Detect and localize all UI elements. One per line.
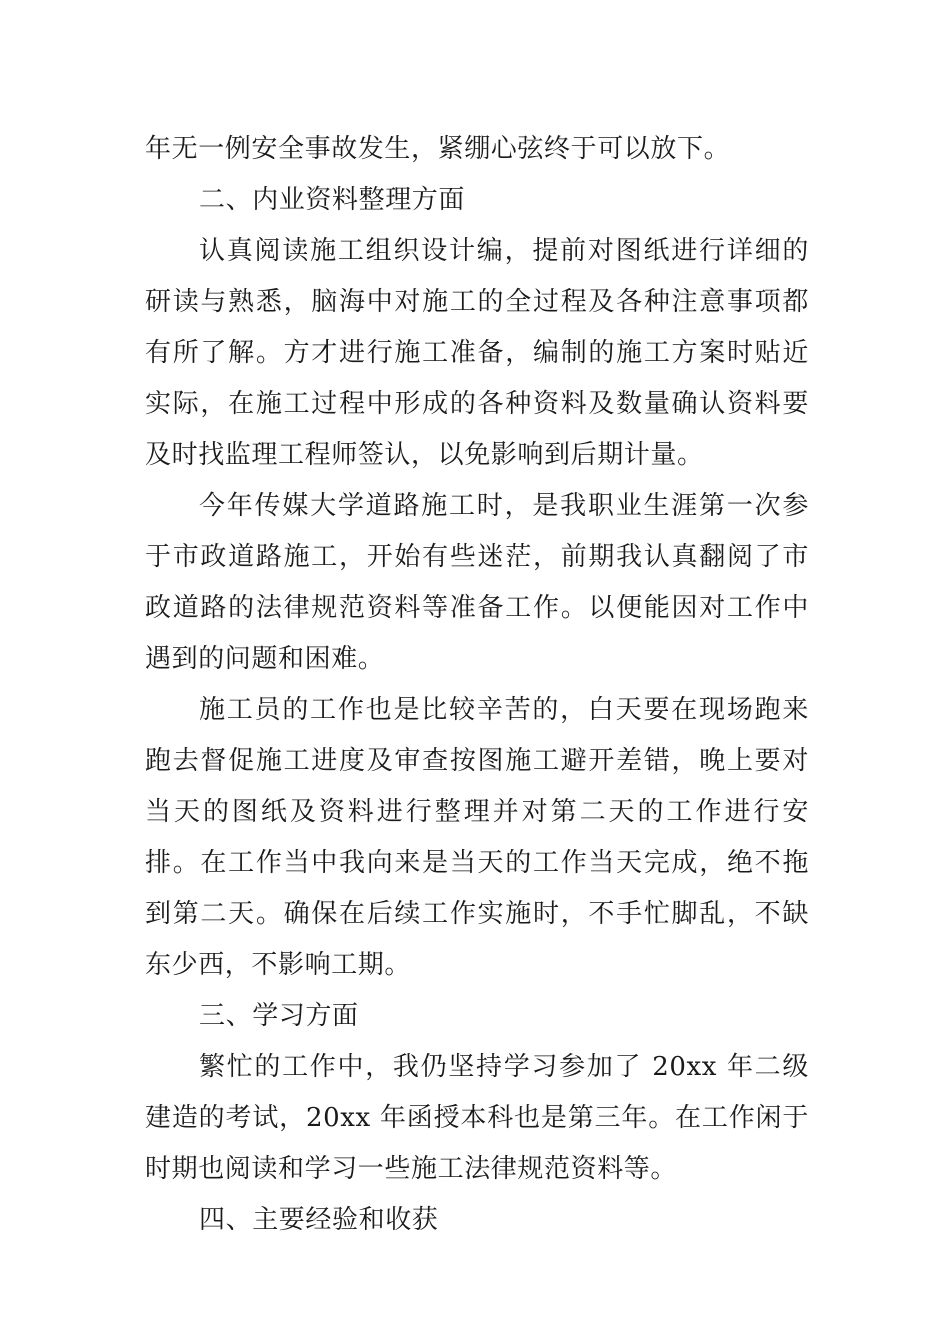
section-heading-internal-data: 二、内业资料整理方面 (199, 185, 466, 215)
document-body (145, 124, 809, 1246)
paragraph-road-construction: 今年传媒大学道路施工时，是我职业生涯第一次参于市政道路施工，开始有些迷茫，前期我认真翻阅了市政道路的法律规范资料等准备工作。以便能因对工作中遇到的问题和困难。 (145, 491, 809, 674)
paragraph-study: 繁忙的工作中，我仍坚持学习参加了 20xx 年二级建造的考试，20xx 年函授本科也是第三年。在工作闲于时期也阅读和学习一些施工法律规范资料等。 (145, 1052, 809, 1184)
paragraph-continuation: 年无一例安全事故发生，紧绷心弦终于可以放下。 (145, 134, 731, 164)
paragraph-daily-work: 施工员的工作也是比较辛苦的，白天要在现场跑来跑去督促施工进度及审查按图施工避开差错，晚上要对当天的图纸及资料进行整理并对第二天的工作进行安排。在工作当中我向来是当天的工作当天完成，绝不拖到第二天。确保在后续工作实施时，不手忙脚乱，不缺东少西，不影响工期。 (145, 695, 809, 980)
paragraph-design-reading: 认真阅读施工组织设计编，提前对图纸进行详细的研读与熟悉，脑海中对施工的全过程及各种注意事项都有所了解。方才进行施工准备，编制的施工方案时贴近实际，在施工过程中形成的各种资料及数量确认资料要及时找监理工程师签认，以免影响到后期计量。 (145, 236, 809, 470)
section-heading-experience: 四、主要经验和收获 (199, 1205, 439, 1235)
section-heading-study: 三、学习方面 (199, 1001, 359, 1031)
